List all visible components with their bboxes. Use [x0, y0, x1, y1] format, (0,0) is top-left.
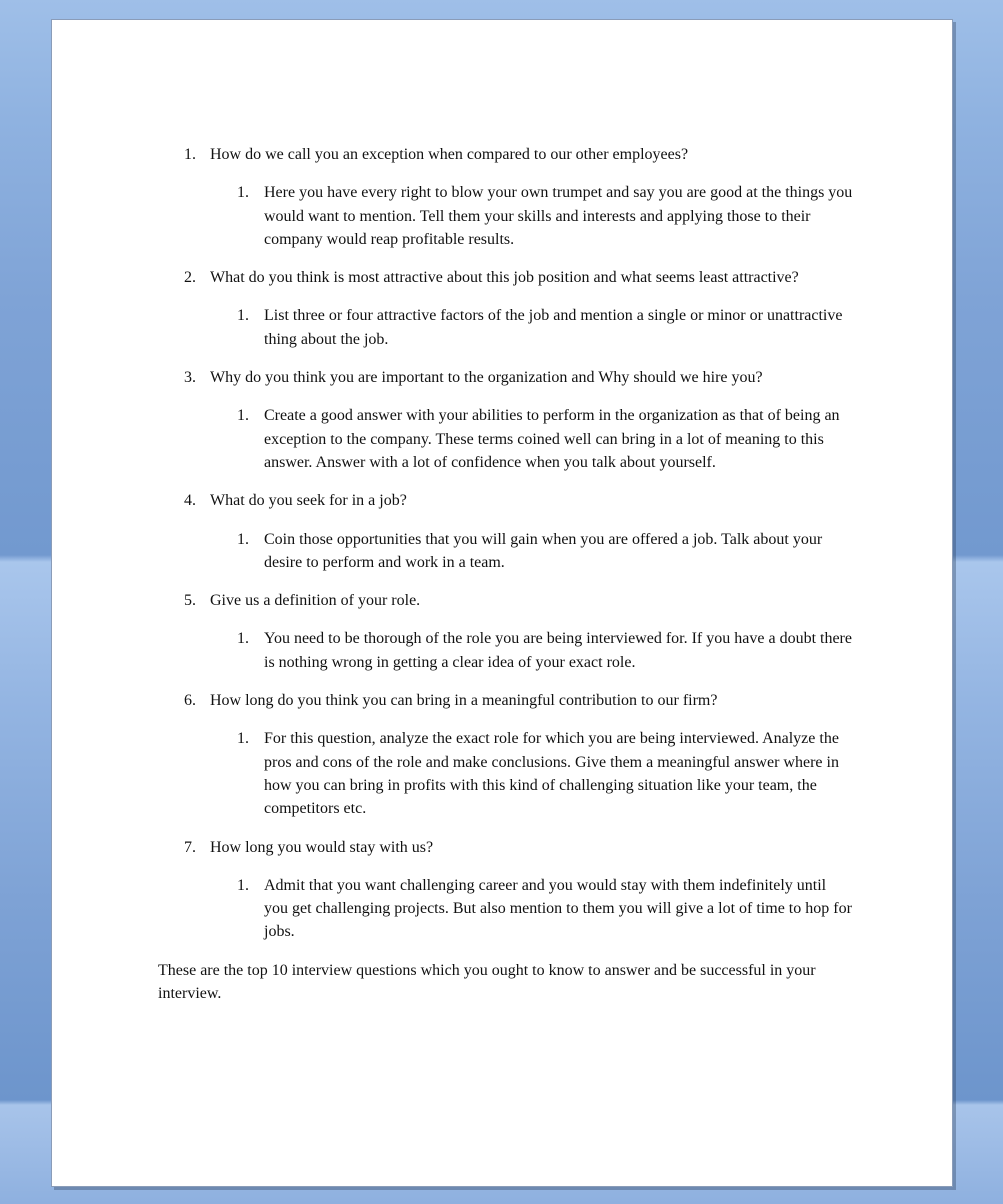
question-number: 3.	[184, 369, 196, 387]
question-item	[52, 489, 850, 512]
question-item	[52, 689, 850, 712]
question-number: 7.	[184, 838, 196, 856]
answer-item	[52, 727, 854, 820]
question-text: How long do you think you can bring in a meaningful contribution to our firm?	[210, 692, 718, 710]
question-number: 6.	[184, 692, 196, 710]
answer-number: 1.	[237, 407, 249, 425]
question-item	[52, 143, 850, 166]
answer-item	[52, 874, 854, 944]
answer-text: List three or four attractive factors of the job and mention a single or minor or unattractive thing about the job.	[264, 307, 843, 348]
answer-number: 1.	[237, 530, 249, 548]
question-number: 2.	[184, 269, 196, 287]
answer-item	[52, 404, 854, 474]
question-text: What do you seek for in a job?	[210, 492, 407, 510]
answer-number: 1.	[237, 876, 249, 894]
question-text: How do we call you an exception when compared to our other employees?	[210, 146, 689, 163]
answer-text: Admit that you want challenging career and you would stay with them indefinitely until you get challenging projects. But also mention to them you will give a lot of time to hop for jobs.	[264, 876, 852, 941]
answer-text: Coin those opportunities that you will gain when you are offered a job. Talk about your desire to perform and work in a team.	[264, 530, 823, 571]
answer-number: 1.	[237, 307, 249, 325]
answer-item	[52, 528, 854, 575]
question-text: Give us a definition of your role.	[210, 592, 421, 610]
answer-number: 1.	[237, 630, 249, 648]
question-text: How long you would stay with us?	[210, 838, 434, 856]
answer-item	[52, 181, 854, 251]
question-number: 5.	[184, 592, 196, 610]
answer-number: 1.	[237, 184, 249, 202]
document-page[interactable]	[51, 19, 953, 1187]
answer-text: Create a good answer with your abilities to perform in the organization as that of being an exception to the company. These terms coined well can bring in a lot of meaning to this answer. Answer with a lot of confidence when you talk about yourself.	[264, 407, 840, 471]
answer-number: 1.	[237, 730, 249, 748]
answer-item	[52, 627, 854, 674]
question-text: Why do you think you are important to the organization and Why should we hire you?	[210, 369, 763, 387]
question-item	[52, 366, 850, 389]
question-number: 4.	[184, 492, 196, 510]
question-item	[52, 266, 850, 289]
answer-text: Here you have every right to blow your own trumpet and say you are good at the things you would want to mention. Tell them your skills and interests and applying those to their company would reap profitable results.	[264, 184, 853, 248]
question-item	[52, 589, 850, 612]
question-number: 1.	[184, 146, 196, 163]
answer-text: You need to be thorough of the role you are being interviewed for. If you have a doubt there is nothing wrong in getting a clear idea of your exact role.	[264, 630, 852, 671]
closing-paragraph: These are the top 10 interview questions which you ought to know to answer and be successful in your interview.	[158, 961, 816, 1003]
question-item	[52, 836, 850, 859]
answer-text: For this question, analyze the exact role for which you are being interviewed. Analyze the pros and cons of the role and make conclusions. Give them a meaningful answer where in how you can bring in profits with this kind of challenging situation like your team, the competitors etc.	[264, 730, 839, 818]
answer-item	[52, 304, 854, 351]
document-body	[52, 143, 952, 1005]
question-text: What do you think is most attractive about this job position and what seems least attractive?	[210, 269, 799, 287]
